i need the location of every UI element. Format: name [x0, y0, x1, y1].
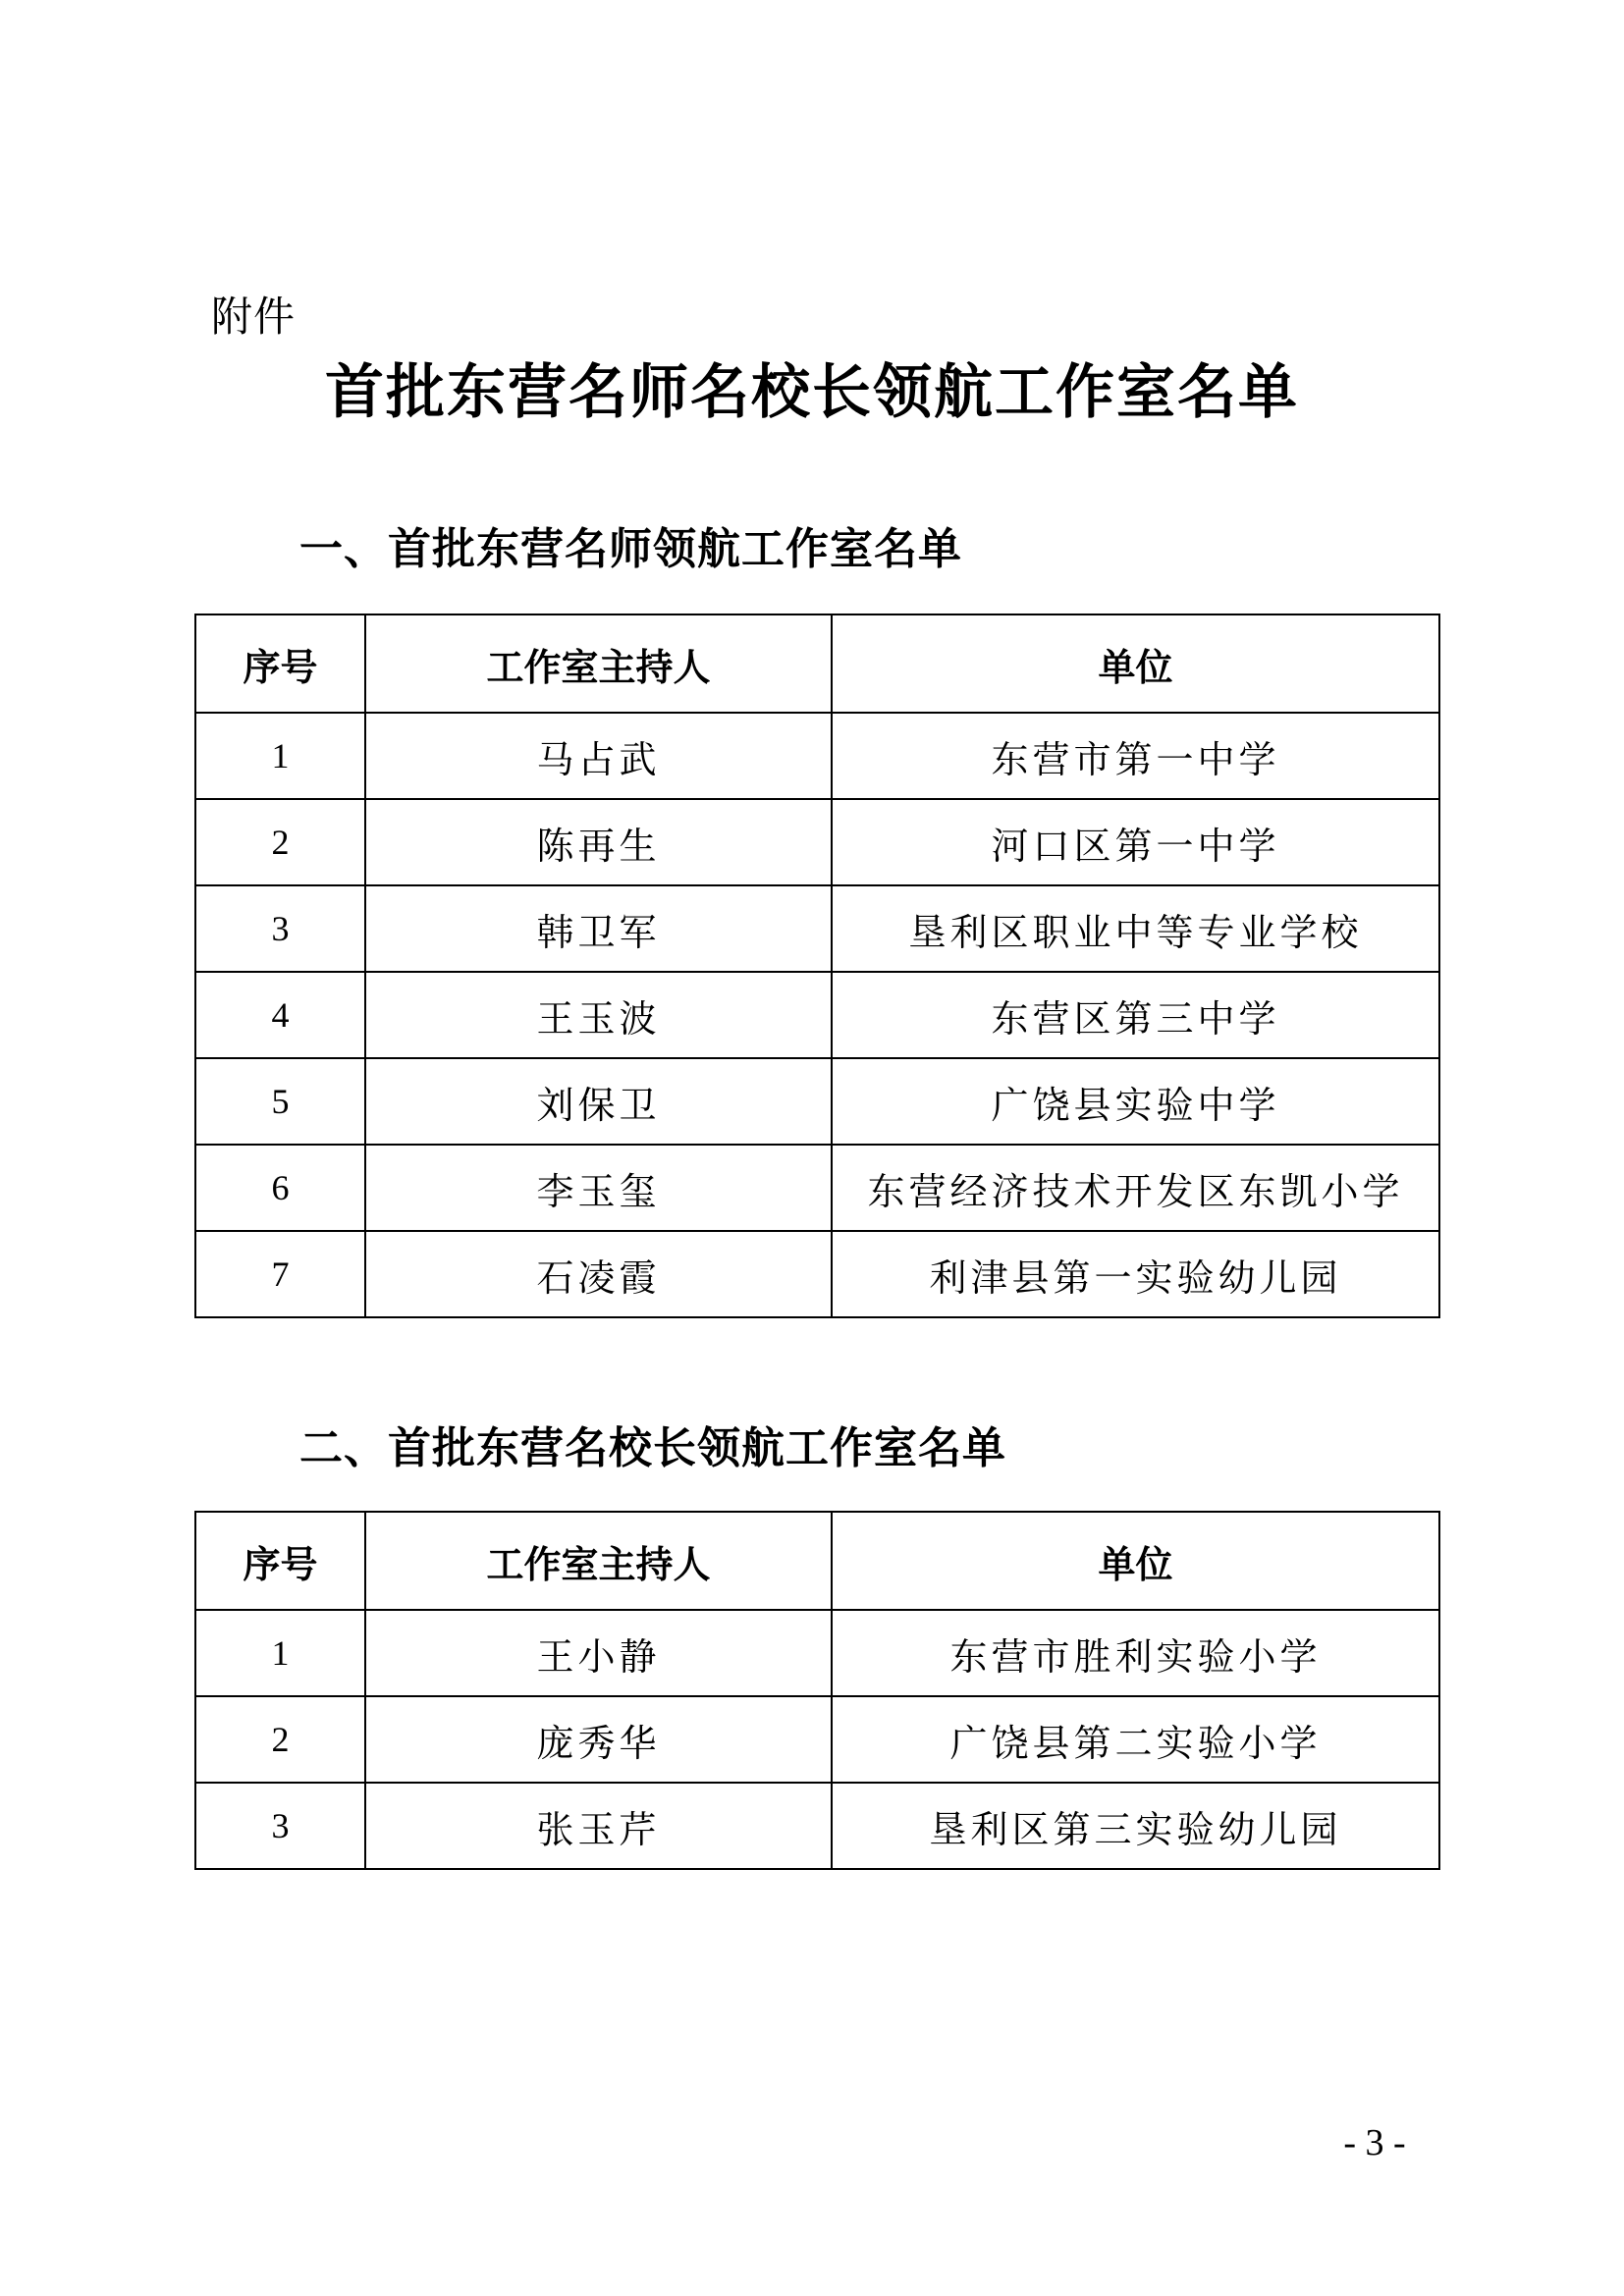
column-header-unit: 单位: [832, 1512, 1439, 1610]
principal-studio-table: [194, 1511, 1440, 1870]
row-host: 王小静: [365, 1610, 832, 1696]
row-number: 1: [195, 1610, 365, 1696]
row-unit: 广饶县第二实验小学: [832, 1696, 1439, 1783]
row-unit: 东营市胜利实验小学: [832, 1610, 1439, 1696]
row-number: 1: [195, 713, 365, 799]
row-host: 马占武: [365, 713, 832, 799]
row-unit: 广饶县实验中学: [832, 1058, 1439, 1145]
row-unit: 垦利区职业中等专业学校: [832, 885, 1439, 972]
row-host: 张玉芹: [365, 1783, 832, 1869]
row-number: 4: [195, 972, 365, 1058]
row-host: 庞秀华: [365, 1696, 832, 1783]
column-header-host: 工作室主持人: [365, 614, 832, 713]
row-number: 2: [195, 799, 365, 885]
document-title: 首批东营名师名校长领航工作室名单: [325, 358, 1299, 427]
row-number: 2: [195, 1696, 365, 1783]
row-unit: 东营区第三中学: [832, 972, 1439, 1058]
table-row: [195, 1610, 1439, 1696]
row-unit: 垦利区第三实验幼儿园: [832, 1783, 1439, 1869]
table-row: [195, 1783, 1439, 1869]
column-header-number: 序号: [195, 1512, 365, 1610]
table-header-row: [195, 1512, 1439, 1610]
row-host: 李玉玺: [365, 1145, 832, 1231]
row-number: 7: [195, 1231, 365, 1317]
row-host: 石凌霞: [365, 1231, 832, 1317]
row-host: 韩卫军: [365, 885, 832, 972]
section-heading-principals: 二、首批东营名校长领航工作室名单: [299, 1423, 1006, 1473]
row-number: 3: [195, 1783, 365, 1869]
table-row: [195, 1696, 1439, 1783]
table-row: [195, 1145, 1439, 1231]
page-number: - 3 -: [1343, 2122, 1406, 2163]
table-row: [195, 1231, 1439, 1317]
table-row: [195, 713, 1439, 799]
table-row: [195, 972, 1439, 1058]
row-unit: 东营经济技术开发区东凯小学: [832, 1145, 1439, 1231]
attachment-label: 附件: [211, 293, 297, 341]
column-header-number: 序号: [195, 614, 365, 713]
row-host: 刘保卫: [365, 1058, 832, 1145]
table-header-row: [195, 614, 1439, 713]
row-host: 王玉波: [365, 972, 832, 1058]
row-unit: 利津县第一实验幼儿园: [832, 1231, 1439, 1317]
section-heading-teachers: 一、首批东营名师领航工作室名单: [299, 524, 962, 574]
row-number: 5: [195, 1058, 365, 1145]
column-header-unit: 单位: [832, 614, 1439, 713]
column-header-host: 工作室主持人: [365, 1512, 832, 1610]
row-unit: 河口区第一中学: [832, 799, 1439, 885]
row-number: 3: [195, 885, 365, 972]
table-row: [195, 1058, 1439, 1145]
row-number: 6: [195, 1145, 365, 1231]
table-row: [195, 885, 1439, 972]
row-host: 陈再生: [365, 799, 832, 885]
teacher-studio-table: [194, 614, 1440, 1318]
row-unit: 东营市第一中学: [832, 713, 1439, 799]
table-row: [195, 799, 1439, 885]
